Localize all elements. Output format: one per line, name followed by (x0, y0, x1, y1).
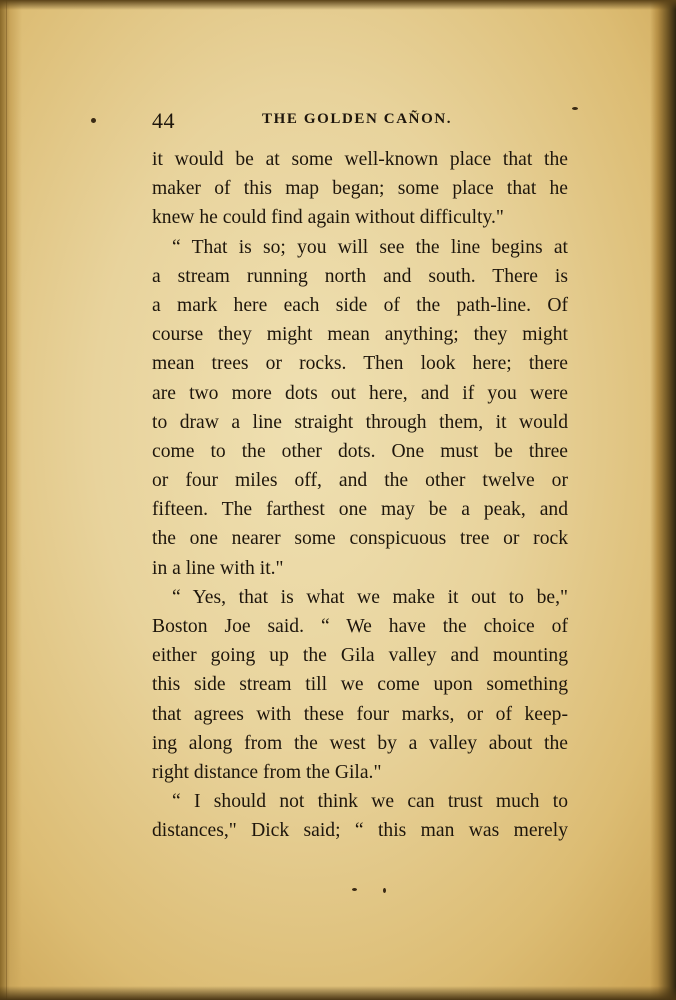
text-line: maker of this map began; some place that he (152, 178, 568, 200)
text-line: this side stream till we come upon something (152, 674, 568, 696)
running-title: THE GOLDEN CAÑON. (262, 111, 453, 127)
text-line: ing along from the west by a valley about the (152, 732, 568, 754)
text-line: that agrees with these four marks, or of keep- (152, 703, 568, 725)
page-bottom-edge (0, 986, 676, 1000)
page-right-edge (650, 0, 676, 1000)
page-fold-line (6, 0, 7, 1000)
text-line: distances," Dick said; “ this man was merely (152, 820, 568, 842)
text-line: the one nearer some conspicuous tree or rock (152, 528, 568, 550)
text-line: knew he could find again without difficulty." (152, 207, 504, 229)
text-line: right distance from the Gila." (152, 761, 382, 783)
text-line: course they might mean anything; they might (152, 324, 568, 346)
text-line: or four miles off, and the other twelve or (152, 470, 568, 492)
text-line: either going up the Gila valley and mounting (152, 645, 568, 667)
ink-speck (352, 888, 357, 891)
body-text (152, 145, 568, 846)
page-number: 44 (152, 108, 175, 133)
page-header (152, 108, 568, 134)
text-line: come to the other dots. One must be three (152, 440, 568, 462)
text-line: to draw a line straight through them, it would (152, 411, 568, 433)
text-line: “ I should not think we can trust much to (172, 791, 568, 813)
text-line: a stream running north and south. There is (152, 265, 568, 287)
page-binding-edge (0, 0, 22, 1000)
text-line: mean trees or rocks. Then look here; there (152, 353, 568, 375)
text-line: in a line with it." (152, 557, 284, 579)
text-line: Boston Joe said. “ We have the choice of (152, 616, 568, 637)
ink-speck (383, 888, 386, 893)
text-line: are two more dots out here, and if you were (152, 382, 568, 404)
text-line: fifteen. The farthest one may be a peak, and (152, 499, 568, 521)
text-line: a mark here each side of the path-line. Of (152, 294, 568, 316)
ink-speck (91, 118, 96, 123)
text-line: it would be at some well-known place that the (152, 149, 568, 170)
text-line: “ Yes, that is what we make it out to be," (172, 586, 568, 608)
ink-speck (572, 107, 578, 110)
page-top-edge (0, 0, 676, 10)
text-line: “ That is so; you will see the line begins at (172, 236, 568, 258)
